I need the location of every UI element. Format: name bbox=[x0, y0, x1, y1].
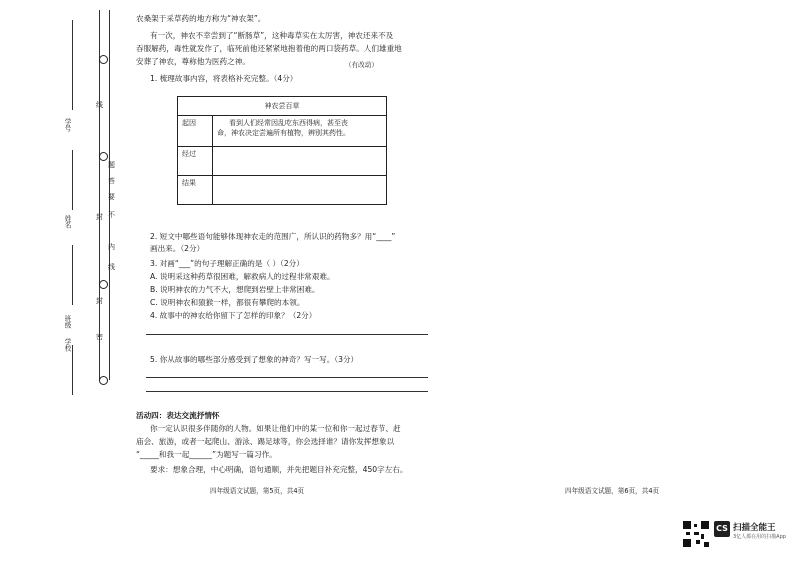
page-footer-left: 四年级语文试题，第5页，共4页 bbox=[210, 487, 305, 495]
question-4: 4. 故事中的神农给你留下了怎样的印象？（2分） bbox=[150, 311, 317, 320]
passage-line: 吞服解药，毒性就发作了，临死前他还紧紧地抱着他的两口袋药草。人们雄重地 bbox=[136, 44, 402, 53]
student-no-label: 学号 bbox=[63, 118, 71, 132]
school-line bbox=[72, 345, 73, 395]
margin-char: 线 bbox=[108, 263, 115, 271]
row-content-line: 命，神农决定尝遍所有植物，辨别其药性。 bbox=[217, 129, 350, 137]
table-row bbox=[178, 147, 387, 176]
qr-code-icon bbox=[683, 521, 709, 547]
row-content bbox=[213, 116, 387, 147]
class-label: 班级 bbox=[63, 315, 71, 329]
binding-hole bbox=[99, 280, 108, 289]
row-label: 结果 bbox=[178, 176, 213, 205]
activity-requirements: 要求：想象合理，中心明确，语句通顺，并先把题目补充完整，450字左右。 bbox=[150, 465, 408, 474]
option-b[interactable]: B. 说明神农的力气不大，想爬到岩壁上非常困难。 bbox=[150, 285, 320, 294]
binding-hole bbox=[99, 152, 108, 161]
margin-char: 内 bbox=[108, 243, 115, 251]
margin-char: 封 bbox=[96, 297, 103, 305]
margin-char: 线 bbox=[96, 101, 103, 109]
page-footer-right: 四年级语文试题，第6页，共4页 bbox=[565, 487, 660, 495]
question-2-line: 2. 短文中哪些语句能够体现神农走的范围广，所认识的药物多？用“____” bbox=[150, 232, 396, 241]
margin-char: 封 bbox=[96, 213, 103, 221]
question-3-stem: 3. 对画“___”的句子理解正确的是（ ）（2分） bbox=[150, 259, 304, 268]
passage-source: （有改动） bbox=[345, 61, 378, 69]
question-2-line: 画出来。（2分） bbox=[150, 244, 205, 253]
name-label: 姓名 bbox=[63, 215, 71, 229]
activity-heading: 活动四：表达交流抒情怀 bbox=[136, 411, 220, 420]
row-content-line: 看到人们经常因乱吃东西得病，甚至丧 bbox=[229, 119, 348, 127]
student-no-line bbox=[72, 20, 73, 110]
margin-char: 题 bbox=[108, 161, 115, 169]
table-row bbox=[178, 176, 387, 205]
binding-hole bbox=[99, 55, 108, 64]
question-5: 5. 你从故事的哪些部分感受到了想象的神奇？写一写。（3分） bbox=[150, 355, 359, 364]
margin-char: 答 bbox=[108, 177, 115, 185]
app-tagline: 3亿人都在用的扫描App bbox=[733, 534, 786, 540]
story-table bbox=[177, 96, 387, 205]
passage-line: 安葬了神农，尊称他为医药之神。 bbox=[136, 57, 250, 66]
option-a[interactable]: A. 说明采这种药草很困难，解救病人的过程非常艰难。 bbox=[150, 272, 335, 281]
row-answer-blank[interactable] bbox=[213, 147, 387, 176]
binding-hole bbox=[99, 376, 108, 385]
app-name: 扫描全能王 bbox=[733, 523, 776, 533]
row-label: 经过 bbox=[178, 147, 213, 176]
option-c[interactable]: C. 说明神农和猿猴一样，都很有攀爬的本领。 bbox=[150, 298, 305, 307]
name-line bbox=[72, 150, 73, 210]
activity-line: 庙会、旅游，或者一起爬山、游泳、踢足球等，你会选择谁？请你发挥想象以 bbox=[136, 437, 395, 446]
passage-line: 农桑架于采草药的地方称为“神农架”。 bbox=[136, 14, 266, 23]
camscanner-logo-icon: CS bbox=[714, 521, 730, 537]
table-title: 神农尝百草 bbox=[178, 97, 387, 116]
margin-char: 密 bbox=[96, 333, 103, 341]
margin-char: 要 bbox=[108, 193, 115, 201]
activity-line: 你一定认识很多伴随你的人物。如果让他们中的某一位和你一起过春节、赶 bbox=[150, 424, 401, 433]
answer-line[interactable] bbox=[146, 377, 428, 378]
answer-line[interactable] bbox=[146, 334, 428, 335]
row-label: 起因 bbox=[178, 116, 213, 147]
school-label: 学校 bbox=[63, 338, 71, 352]
activity-line: “_____和我一起______”为题写一篇习作。 bbox=[136, 450, 277, 459]
margin-char: 不 bbox=[108, 211, 115, 219]
table-row bbox=[178, 116, 387, 147]
row-answer-blank[interactable] bbox=[213, 176, 387, 205]
answer-line[interactable] bbox=[146, 391, 428, 392]
passage-line: 有一次，神农不幸尝到了“断肠草”，这种毒草实在太厉害，神农还来不及 bbox=[150, 31, 394, 40]
class-line bbox=[72, 245, 73, 305]
binding-line-outer bbox=[99, 10, 100, 380]
question-1: 1. 梳理故事内容，将表格补充完整。（4分） bbox=[150, 74, 298, 83]
